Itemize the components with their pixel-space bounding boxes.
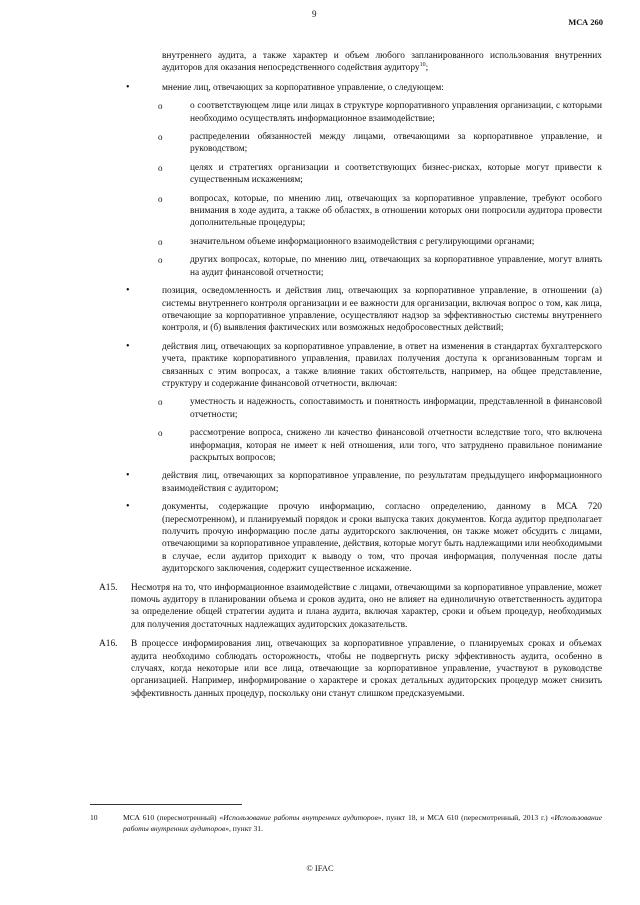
footnote-divider bbox=[90, 804, 242, 805]
sub-bullet-item: o о соответствующем лице или лицах в структуре корпоративного управления организации, с которыми необходимо осуществлять информационное взаимодействие; bbox=[158, 101, 602, 124]
bullet-item: • действия лиц, отвечающих за корпоративное управление, по результатам предыдущего информационного взаимодействия с аудитором; bbox=[126, 470, 602, 494]
sub-bullet-marker: o bbox=[158, 132, 163, 143]
footnote-ref[interactable]: 10 bbox=[419, 62, 426, 69]
footnote bbox=[90, 812, 602, 834]
sub-bullet-item: o целях и стратегиях организации и соответствующих бизнес-рисках, которые могут привести к существенным искажениям; bbox=[158, 162, 602, 186]
numbered-paragraph-a16: A16. В процессе информирования лиц, отвечающих за корпоративное управление, о планируемых сроках и объемах аудита необходимо соблюдать осторожность, чтобы не подвергнуть риску эффективность аудита, особенно в случаях, когда некоторые или все лица, отвечающие за корпоративное управление, участвуют в руководстве организацией. Например, информирование о характере и сроках детальных аудиторских процедур может снизить эффективность данных процедур, поскольку они станут слишком предсказуемыми. bbox=[99, 639, 602, 699]
sub-bullet-marker: o bbox=[158, 236, 163, 247]
bullet-item: • позиция, осведомленность и действия лиц, отвечающих за корпоративное управление, в отношении (а) системы внутреннего контроля организации и ее важности для организации, включая вопрос о том, как лица, отвечающие за корпоративное управление, осуществляют надзор за эффективностью системы внутреннего контроля, и (б) выявления фактических или возможных недобросовестных действий; bbox=[126, 285, 602, 334]
bullet-marker: • bbox=[126, 340, 130, 352]
sub-bullet-item: o других вопросах, которые, по мнению лиц, отвечающих за корпоративное управление, могут влиять на аудит финансовой отчетности; bbox=[158, 255, 602, 278]
sub-bullet-item: o вопросах, которые, по мнению лиц, отвечающих за корпоративное управление, требуют особого внимания в ходе аудита, а также об областях, в отношении которых они попросили аудитора провести дополнительные процедуры; bbox=[158, 193, 602, 229]
bullet-marker: • bbox=[126, 81, 130, 93]
numbered-paragraph-a15: A15. Несмотря на то, что информационное взаимодействие с лицами, отвечающими за корпоративное управление, может помочь аудитору в планировании объема и сроков аудита, оно не влияет на единоличную ответственность аудитора за определение общей стратегии аудита и плана аудита, включая характер, сроки и объем процедур, необходимых для получения достаточных надлежащих аудиторских доказательств. bbox=[99, 582, 602, 630]
page-number: 9 bbox=[312, 9, 317, 19]
sub-bullet-marker: o bbox=[158, 101, 163, 112]
sub-bullet-item: o значительном объеме информационного взаимодействия с регулирующими органами; bbox=[158, 236, 535, 247]
standard-code: МСА 260 bbox=[568, 17, 603, 27]
paragraph-number: A15. bbox=[99, 582, 118, 593]
bullet-marker: • bbox=[126, 285, 130, 297]
paragraph-number: A16. bbox=[99, 639, 118, 650]
bullet-marker: • bbox=[126, 501, 130, 513]
sub-bullet-marker: o bbox=[158, 193, 163, 204]
sub-bullet-item: o уместность и надежность, сопоставимость и понятность информации, представленной в финансовой отчетности; bbox=[158, 397, 602, 420]
sub-bullet-marker: o bbox=[158, 428, 163, 439]
bullet-item: • мнение лиц, отвечающих за корпоративное управление, о следующем: bbox=[126, 81, 444, 93]
sub-bullet-marker: o bbox=[158, 162, 163, 173]
sub-bullet-marker: o bbox=[158, 255, 163, 266]
sub-bullet-marker: o bbox=[158, 397, 163, 408]
sub-bullet-item: o распределении обязанностей между лицами, отвечающими за корпоративное управление, и руководством; bbox=[158, 132, 602, 155]
bullet-marker: • bbox=[126, 470, 130, 482]
footnote-number: 10 bbox=[90, 813, 98, 822]
bullet-item: • действия лиц, отвечающих за корпоративное управление, в ответ на изменения в стандартах бухгалтерского учета, практике корпоративного управления, правилах получения доступа к организованным торгам и связанных с этим вопросах, а также влияние таких обстоятельств, например, на общее представление, структуру и содержание финансовой отчетности, включая: bbox=[126, 340, 602, 389]
copyright-footer: © IFAC bbox=[306, 863, 334, 873]
bullet-item: • документы, содержащие прочую информацию, согласно определению, данному в МСА 720 (пересмотренном), и планируемый порядок и сроки выпуска таких документов. Когда аудитор предполагает получить прочую информацию после даты аудиторского заключения, он также может обсудить с лицами, отвечающими за корпоративное управление, действия, которые могут быть надлежащими или необходимыми в случае, если аудитор приходит к выводу о том, что прочая информация, полученная после даты аудиторского заключения, содержит существенное искажение. bbox=[126, 501, 602, 575]
sub-bullet-item: o рассмотрение вопроса, снижено ли качество финансовой отчетности вследствие того, что включена информация, которая не имеет к ней отношения, или того, что затруднено правильное понимание раскрытых вопросов; bbox=[158, 428, 602, 463]
page-body bbox=[0, 50, 640, 707]
footnote-text: МСА 610 (пересмотренный) «Использование работы внутренних аудиторов», пункт 18, и МСА 610 (пересмотренный, 2013 г.) «Использование работы внутренних аудиторов», пункт 31. bbox=[123, 813, 602, 833]
continued-paragraph: внутреннего аудита, а также характер и объем любого запланированного использования внутренних аудиторов для оказания непосредственного содействия аудитору$^{10}$; bbox=[162, 51, 602, 74]
